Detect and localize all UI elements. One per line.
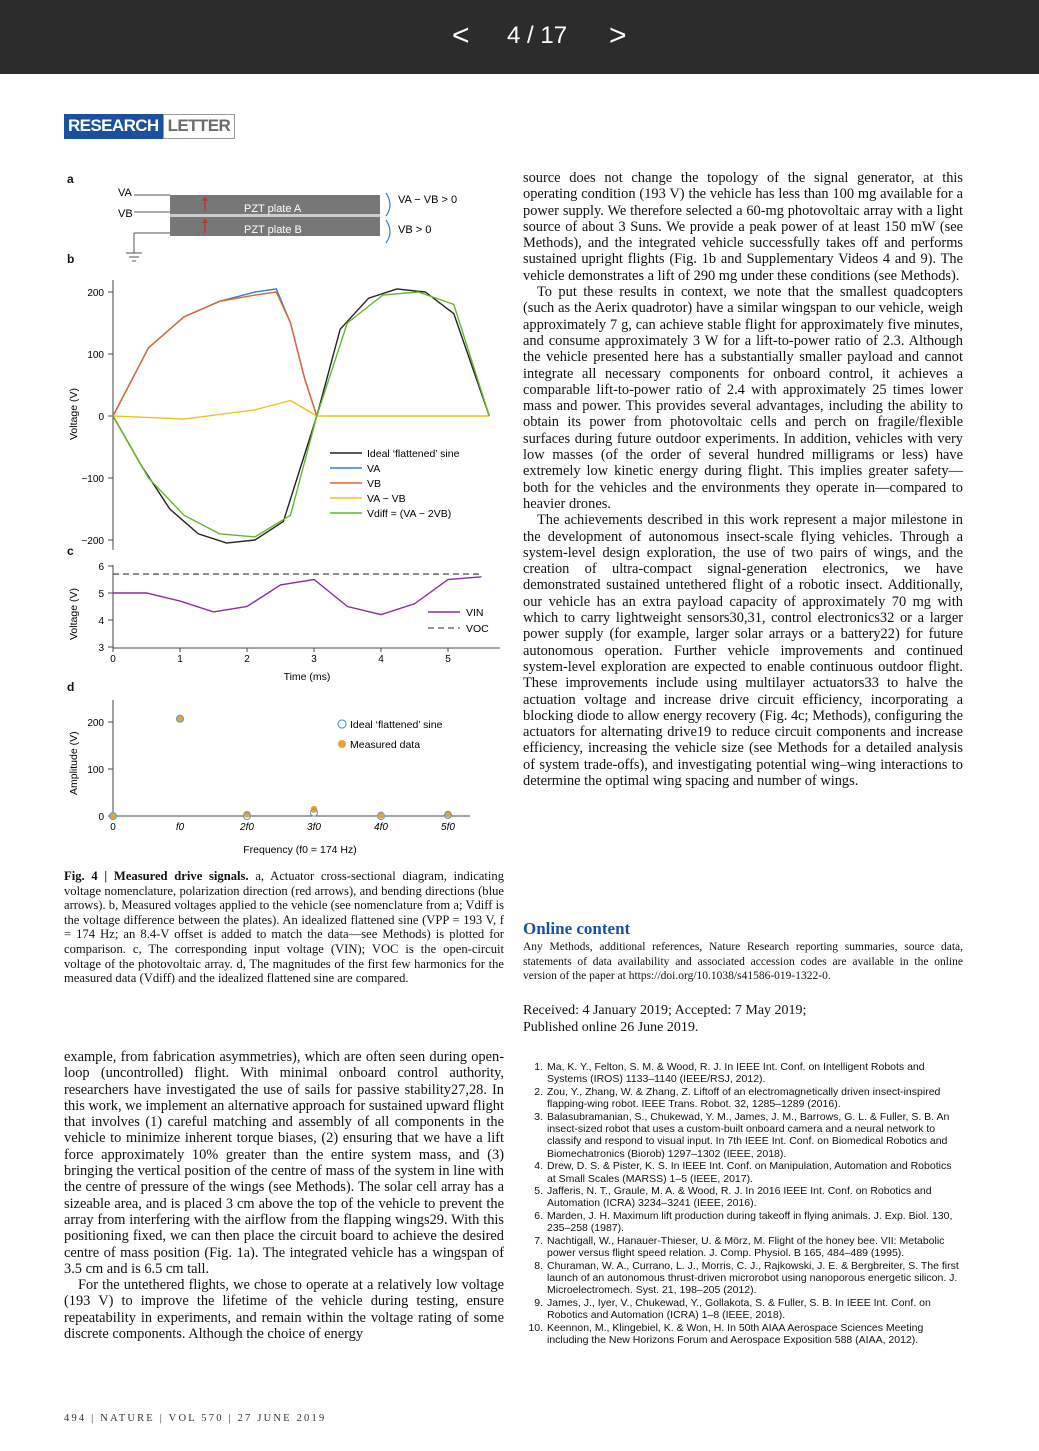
reference-item [523,1111,963,1161]
c-ytick-4: 4 [98,616,104,627]
online-content-heading: Online content [523,919,631,938]
right-column-text [523,170,963,789]
legend-va: VA [367,463,381,475]
d-xtick-5f0: 5f0 [441,822,455,833]
c-ytick-3: 3 [98,643,104,654]
reference-number: 1. [534,1061,543,1073]
vb-terminal-label: VB [118,208,133,220]
reference-item [523,1185,963,1210]
d-xtick-4f0: 4f0 [374,822,388,833]
legend-va-minus-vb: VA − VB [367,493,406,505]
panel-c-plot [113,574,482,615]
legend-ideal: Ideal ‘flattened’ sine [367,448,460,460]
legend-voc: VOC [466,623,489,635]
series-line-b-2 [113,292,317,416]
figure-caption [64,869,504,986]
caption-text: a, Actuator cross-sectional diagram, indicating voltage nomenclature, polarization direction (red arrows), and bending directions (blue arrows). b, Measured voltages applied to the vehicle (see nomenclature from a; Vdiff is the voltage difference between the plates). An idealized flattened sine (VPP = 193 V, f = 174 Hz; an 8.4-V offset is added to match the data—see Methods) is plotted for comparison. c, The corresponding input voltage (VIN); VOC is the open-circuit voltage of the photovoltaic array. d, The magnitudes of the first few harmonics for the measured data (Vdiff) and the idealized flattened sine are compared. [64,869,504,986]
reference-item [523,1160,963,1185]
caption-label: Fig. 4 | Measured drive signals. [64,869,249,883]
panel-b-legend [330,448,460,520]
panel-a-diagram [118,187,457,261]
reference-number: 9. [534,1296,543,1309]
research-label: RESEARCH [64,114,163,139]
online-content-body: Any Methods, additional references, Nature Research reporting summaries, source data, statements of data availability and associated accession codes are available in the online version of the paper at https://doi.org/10.1038/s41586-019-1322-0. [523,941,963,982]
reference-number: 7. [534,1234,543,1247]
c-xtick-1: 1 [177,654,183,665]
panel-label-b: b [67,252,75,266]
d-ylabel: Amplitude (V) [68,731,80,795]
panel-b-axes [68,280,113,550]
paragraph: example, from fabrication asymmetries), which are often seen during open-loop (uncontrolled) flight. With minimal onboard control authority, researchers have investigated the use of sails for passive stability27,28. In this work, we implement an alternative approach for sustained upward flight that involves (1) careful matching and assembly of all components in the vehicle to minimize inherent torque biases, (2) ensuring that we have a lift force approximately 10% greater than the entire system mass, and (3) bringing the vertical position of the centre of mass of the system in line with the centre of pressure of the wings (see Methods). The solar cell array has a sizeable area, and is placed 3 cm above the top of the vehicle to prevent the array from interfering with the airflow from the flapping wings29. With this positioning fixed, we can then place the circuit board to achieve the desired centre of mass position (Fig. 1a). The integrated vehicle has a wingspan of 3.5 cm and is 6.5 cm tall. [64,1049,504,1277]
legend-vin: VIN [466,607,484,619]
legend-vdiff: Vdiff = (VA − 2VB) [367,508,452,520]
reference-text: Jafferis, N. T., Graule, M. A. & Wood, R. J. In 2016 IEEE Int. Conf. on Robotics and Automation (ICRA) 3234–3241 (IEEE, 2016). [547,1185,932,1210]
reference-number: 3. [534,1110,543,1123]
reference-text: Marden, J. H. Maximum lift production during takeoff in flying animals. J. Exp. Biol. 130, 235–258 (1987). [547,1209,953,1235]
reference-text: Zou, Y., Zhang, W. & Zhang, Z. Liftoff of an electromagnetically driven insect-inspired flapping-wing robot. IEEE Trans. Robot. 32, 1285–1289 (2016). [547,1085,941,1111]
c-xlabel: Time (ms) [283,671,331,683]
reference-number: 10. [528,1321,543,1334]
panel-label-c: c [67,544,74,558]
legend-d-measured: Measured data [350,739,421,751]
panel-c-axes [68,562,500,683]
reference-item [523,1235,963,1260]
published-date: Published online 26 June 2019. [523,1019,699,1035]
letter-label: LETTER [163,114,236,139]
d-xtick-0: 0 [110,822,116,833]
reference-list [523,1061,963,1346]
va-terminal-label: VA [118,187,132,199]
paragraph: For the untethered flights, we chose to operate at a relatively low voltage (193 V) to improve the lifetime of the vehicle during testing, ensure repeatability in experiments, and remain within the voltage rating of some discrete components. Although the choice of energy [64,1277,504,1343]
reference-text: Drew, D. S. & Pister, K. S. In IEEE Int. Conf. on Manipulation, Automation and Robotics at Small Scales (MARSS) 1–5 (IEEE, 2017). [547,1160,952,1185]
b-ytick-0: 0 [98,412,104,423]
left-column-text [64,1049,504,1342]
series-line-c-0 [113,577,482,615]
panel-label-d: d [67,680,75,694]
c-xtick-2: 2 [244,654,250,665]
reference-text: Churaman, W. A., Currano, L. J., Morris, C. J., Rajkowski, J. E. & Bergbreiter, S. The first launch of an autonomous thrust-driven microrobot using nanoporous energetic silicon. J. Microelectromech. Syst. 21, 198–205 (2012). [547,1259,959,1297]
d-ytick-100: 100 [87,765,104,776]
legend-d-ideal: Ideal ‘flattened’ sine [350,719,443,731]
c-ytick-5: 5 [98,589,104,600]
reference-number: 4. [534,1160,543,1173]
b-ytick-100: 100 [87,350,104,361]
panel-label-a: a [67,172,74,186]
d-xtick-2f0: 2f0 [240,822,254,833]
reference-number: 6. [534,1209,543,1222]
reference-text: Ma, K. Y., Felton, S. M. & Wood, R. J. In IEEE Int. Conf. on Intelligent Robots and Systems (IROS) 1133–1140 (IEEE/RSJ, 2012). [547,1061,925,1086]
panel-d-legend [338,719,443,751]
reference-number: 5. [534,1185,543,1198]
reference-item [523,1260,963,1297]
reference-text: James, J., Iyer, V., Chukewad, Y., Gollakota, S. & Fuller, S. B. In IEEE Int. Conf. on Robotics and Automation (ICRA) 1–8 (IEEE, 2018). [547,1296,931,1322]
reference-item [523,1297,963,1322]
figure-4 [0,0,520,870]
condition-1: VA − VB > 0 [398,194,458,206]
c-xtick-0: 0 [110,654,116,665]
c-ylabel: Voltage (V) [68,588,80,640]
reference-item [523,1322,963,1347]
series-line-b-3 [113,401,489,420]
c-xtick-3: 3 [311,654,317,665]
condition-2: VB > 0 [398,224,432,236]
b-ylabel: Voltage (V) [68,388,80,440]
reference-number: 8. [534,1259,543,1272]
reference-item [523,1061,963,1086]
paragraph: The achievements described in this work represent a major milestone in the development of autonomous insect-scale flying vehicles. Through a system-level design exploration, the use of two pairs of wings, and the creation of ultra-compact signal-generation electronics, we have demonstrated sustained untethered flight of a robotic insect. Additionally, our vehicle has an extra payload capacity of approximately 70 mg with which to carry lightweight sensors30,31, control electronics32 or a larger power supply (for example, larger solar arrays or a battery22) for future autonomous operation. Further vehicle improvements and continued system-level exploration are expected to enable continuous outdoor flight. These improvements include using multilayer actuators33 to halve the actuation voltage and increase drive circuit efficiency, incorporating a blocking diode to allow energy recovery (Fig. 4c; Methods), configuring the actuators for alternating drive19 to reduce circuit components and increase efficiency, increasing the vehicle size (see Methods for a detailed analysis of system trade-offs), and investigating potential wing–wing interactions to determine the optimal wing spacing and number of wings. [523,512,963,789]
page-indicator: 4 / 17 [507,22,568,49]
d-xtick-3f0: 3f0 [307,822,321,833]
c-ytick-6: 6 [98,562,104,573]
b-ytick-m100: −100 [81,474,104,485]
reference-text: Balasubramanian, S., Chukewad, Y. M., James, J. M., Barrows, G. L. & Fuller, S. B. An insect-sized robot that uses a custom-built onboard camera and a neural network to classify and respond to visual input. In 7th IEEE Int. Conf. on Biomedical Robotics and Biomechatronics (Biorob) 1297–1302 (IEEE, 2018). [547,1110,950,1160]
series-line-b-1 [113,289,317,416]
legend-vb: VB [367,478,382,490]
reference-text: Nachtigall, W., Hanauer-Thieser, U. & Mörz, M. Flight of the honey bee. VII: Metabolic power versus flight speed relation. J. Comp. Physiol. B 165, 484–489 (1995). [547,1234,945,1260]
previous-page-button[interactable]: < [452,19,470,52]
page-footer: 494 | NATURE | VOL 570 | 27 JUNE 2019 [64,1413,327,1424]
c-xtick-4: 4 [378,654,384,665]
panel-b-plot [113,289,489,543]
dates-block [523,1003,963,1036]
plate-a-label: PZT plate A [244,203,302,215]
paragraph: To put these results in context, we note that the smallest quadcopters (such as the Aerix quadrotor) have a similar wingspan to our vehicle, weigh approximately 7 g, can achieve stable flight for approximately five minutes, and consume approximately 3 W for a lift-to-power ratio of 2.3. Although the vehicle presented here has a substantially smaller payload and cannot integrate all necessary components for onboard control, it achieves a comparable lift-to-power ratio of 2.4 with approximately 25 times lower mass and power. This provides several advantages, including the ability to obtain its power from photovoltaic cells and perch on fragile/flexible surfaces during future outdoor experiments. In addition, vehicles with very low masses (of the order of several hundred milligrams or less) have extremely low kinetic energy during flight. This implies greater safety—both for the vehicles and the environments they operate in—compared to heavier drones. [523,284,963,512]
d-ytick-200: 200 [87,718,104,729]
received-date: Received: 4 January 2019; Accepted: 7 May 2019; [523,1003,807,1018]
reference-text: Keennon, M., Klingebiel, K. & Won, H. In 50th AIAA Aerospace Sciences Meeting including the New Horizons Forum and Aerospace Exposition 588 (AIAA, 2012). [547,1321,924,1346]
c-xtick-5: 5 [445,654,451,665]
b-ytick-m200: −200 [81,536,104,547]
reference-number: 2. [534,1085,543,1098]
plate-b-label: PZT plate B [244,224,302,236]
d-xlabel: Frequency (f0 = 174 Hz) [243,844,357,856]
d-xtick-f0: f0 [175,822,185,833]
next-page-button[interactable]: > [609,19,627,52]
b-ytick-200: 200 [87,288,104,299]
reference-item [523,1210,963,1235]
panel-c-legend [428,607,489,635]
reference-item [523,1086,963,1111]
d-ytick-0: 0 [98,812,104,823]
paragraph: source does not change the topology of the signal generator, at this operating condition (193 V) the vehicle has less than 100 mg available for a power supply. We therefore selected a 60-mg photovoltaic array with a light source of about 3 Suns. We provide a peak power of at least 150 mW (see Methods), and the integrated vehicle successfully takes off and performs sustained upright flights (Fig. 1b and Supplementary Videos 4 and 9). The vehicle demonstrates a lift of 290 mg under these conditions (see Methods). [523,170,963,284]
